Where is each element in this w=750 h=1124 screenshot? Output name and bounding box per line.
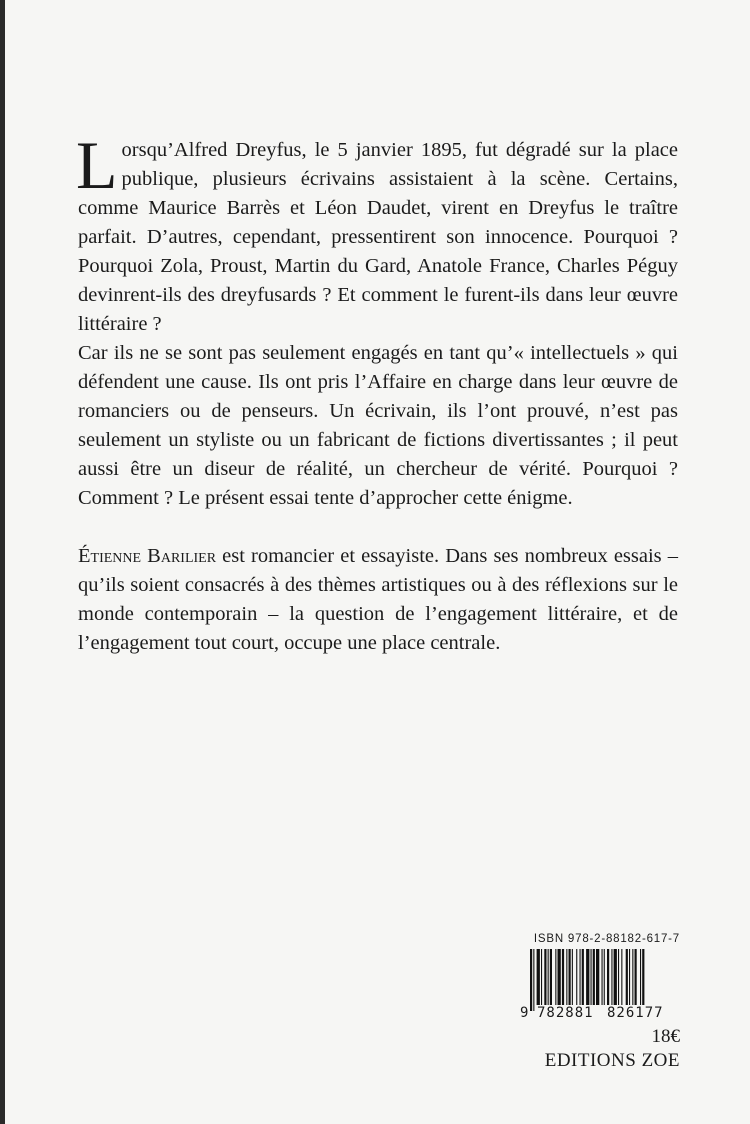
barcode-bar — [618, 949, 619, 1005]
barcode-bar — [591, 949, 592, 1005]
price: 18€ — [651, 1026, 680, 1047]
back-cover-text — [76, 127, 678, 658]
barcode — [520, 949, 680, 1023]
barcode-bar — [586, 949, 589, 1011]
barcode-bar — [614, 949, 617, 1005]
isbn-label: ISBN 978-2-88182-617-7 — [533, 933, 680, 945]
barcode-bar — [640, 949, 641, 1005]
barcode-bar — [593, 949, 595, 1005]
author-name: Étienne Barilier — [78, 545, 217, 567]
barcode-bar — [555, 949, 556, 1005]
publisher-name: EDITIONS ZOE — [544, 1050, 680, 1071]
barcode-bar — [635, 949, 637, 1005]
barcode-bar — [572, 949, 573, 1005]
barcode-bar — [544, 949, 546, 1005]
barcode-bar — [626, 949, 628, 1005]
barcode-bar — [582, 949, 584, 1005]
barcode-bar — [629, 949, 630, 1005]
barcode-bar — [533, 949, 534, 1011]
isbn-barcode-block — [520, 933, 680, 1023]
barcode-bar — [576, 949, 577, 1005]
barcode-bar — [566, 949, 567, 1005]
paragraph-spacer — [78, 513, 678, 542]
barcode-bar — [550, 949, 552, 1005]
barcode-bar — [607, 949, 609, 1005]
intro-paragraph — [76, 127, 678, 339]
barcode-bar — [548, 949, 549, 1005]
intro-text: orsqu’Alfred Dreyfus, le 5 janvier 1895, fut dégradé sur la place publique, plusieurs écrivains assistaient à la scène. Certains, comme Maurice Barrès et Léon Daudet, virent en Dreyfus le traître parfait. D’autres, cependant, pressentirent son innocence. Pourquoi ? Pourquoi Zola, Proust, Martin du Gard, Anatole France, Charles Péguy devinrent-ils des dreyfusards ? Et comment le furent-ils dans leur œuvre littéraire ? — [78, 139, 678, 335]
second-paragraph: Car ils ne se sont pas seulement engagés en tant qu’« intellectuels » qui défendent une cause. Ils ont pris l’Affaire en charge dans leur œuvre de romanciers ou de penseurs. Un écrivain, ils l’ont prouvé, n’est pas seulement un styliste ou un fabricant de fictions divertissantes ; il peut aussi être un diseur de réalité, un chercheur de vérité. Pourquoi ? Comment ? Le présent essai tente d’approcher cette énigme. — [78, 342, 678, 509]
barcode-right-digits: 826177 — [607, 1005, 664, 1021]
barcode-first-digit: 9 — [520, 1005, 529, 1021]
barcode-bar — [596, 949, 599, 1005]
barcode-bar — [642, 949, 644, 1011]
barcode-bar — [530, 949, 532, 1011]
barcode-left-digits: 782881 — [537, 1005, 594, 1021]
barcode-bar — [602, 949, 603, 1005]
barcode-bar — [537, 949, 540, 1005]
page-left-edge — [0, 0, 5, 1124]
barcode-bars — [530, 949, 680, 1011]
barcode-bar — [621, 949, 622, 1005]
barcode-bar — [580, 949, 581, 1005]
author-paragraph — [78, 542, 678, 658]
barcode-bar — [569, 949, 571, 1005]
author-bio: est romancier et essayiste. Dans ses nombreux essais – qu’ils soient consacrés à des thèmes artistiques ou à des réflexions sur le monde contemporain – la question de l’engagement littéraire, et de l’engagement tout court, occupe une place centrale. — [78, 545, 678, 654]
barcode-bar — [604, 949, 605, 1005]
barcode-bar — [558, 949, 561, 1005]
barcode-bar — [632, 949, 633, 1005]
barcode-bar — [541, 949, 542, 1005]
barcode-bar — [611, 949, 612, 1005]
barcode-bar — [562, 949, 564, 1005]
drop-cap: L — [76, 127, 118, 203]
